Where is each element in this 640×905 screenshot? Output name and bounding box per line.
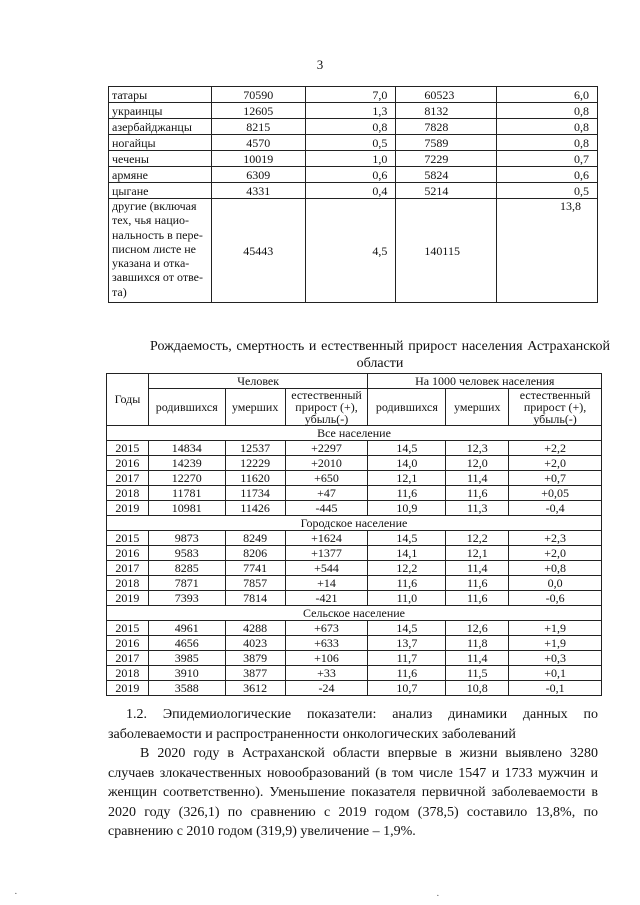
header-born: родившихся <box>148 389 225 426</box>
table-row-other <box>109 199 598 303</box>
population-2010: 70590 <box>211 87 305 103</box>
cell-year: 2015 <box>107 441 149 456</box>
nationality-name: украинцы <box>109 103 212 119</box>
section-row <box>107 516 602 531</box>
name-line: нальность в пере- <box>112 227 203 242</box>
cell-born: 10981 <box>148 501 225 516</box>
cell-born-per1000: 14,5 <box>368 531 446 546</box>
cell-died-per1000: 11,6 <box>446 576 509 591</box>
table-row <box>109 135 598 151</box>
cell-born: 4656 <box>148 636 225 651</box>
cell-growth-per1000: +1,9 <box>509 621 602 636</box>
cell-died: 3612 <box>225 681 285 696</box>
cell-born-per1000: 12,2 <box>368 561 446 576</box>
cell-died: 11620 <box>225 471 285 486</box>
cell-year: 2019 <box>107 591 149 606</box>
header-group-per1000: На 1000 человек населения <box>368 374 602 389</box>
table-row <box>109 183 598 199</box>
population-2010: 10019 <box>211 151 305 167</box>
cell-born: 4961 <box>148 621 225 636</box>
cell-growth-per1000: -0,4 <box>509 501 602 516</box>
cell-born-per1000: 12,1 <box>368 471 446 486</box>
cell-growth: +1377 <box>285 546 368 561</box>
cell-growth: +544 <box>285 561 368 576</box>
section-title: Городское население <box>107 516 602 531</box>
nationality-table <box>108 86 598 303</box>
name-line: тех, чья нацио- <box>112 213 190 228</box>
cell-growth: +33 <box>285 666 368 681</box>
cell-growth: +650 <box>285 471 368 486</box>
cell-year: 2016 <box>107 456 149 471</box>
cell-born-per1000: 11,0 <box>368 591 446 606</box>
cell-died: 11426 <box>225 501 285 516</box>
population-2010: 12605 <box>211 103 305 119</box>
cell-born-per1000: 11,6 <box>368 486 446 501</box>
population-2010: 4570 <box>211 135 305 151</box>
table-row <box>107 561 602 576</box>
cell-growth-per1000: +2,0 <box>509 456 602 471</box>
share-2010: 0,6 <box>305 167 396 183</box>
header-died: умерших <box>225 389 285 426</box>
cell-died-per1000: 11,4 <box>446 651 509 666</box>
table-row <box>107 651 602 666</box>
cell-died-per1000: 11,3 <box>446 501 509 516</box>
cell-died: 7814 <box>225 591 285 606</box>
cell-year: 2017 <box>107 471 149 486</box>
table-row <box>107 666 602 681</box>
cell-growth: +47 <box>285 486 368 501</box>
table-row <box>107 576 602 591</box>
table-row <box>107 486 602 501</box>
share-2020: 0,5 <box>497 183 598 199</box>
cell-growth: +673 <box>285 621 368 636</box>
cell-died: 12537 <box>225 441 285 456</box>
cell-born: 7871 <box>148 576 225 591</box>
header-years: Годы <box>107 374 149 426</box>
population-2010: 4331 <box>211 183 305 199</box>
name-line: писном листе не <box>112 241 197 256</box>
cell-growth-per1000: -0,1 <box>509 681 602 696</box>
share-2020: 0,8 <box>497 135 598 151</box>
population-2020: 5214 <box>396 183 497 199</box>
cell-died: 7857 <box>225 576 285 591</box>
cell-born: 14834 <box>148 441 225 456</box>
header-died-per1000: умерших <box>446 389 509 426</box>
table-row <box>107 621 602 636</box>
page-number: 3 <box>316 57 324 72</box>
cell-died-per1000: 12,3 <box>446 441 509 456</box>
cell-growth-per1000: +2,2 <box>509 441 602 456</box>
cell-growth-per1000: +0,8 <box>509 561 602 576</box>
section-title: Сельское население <box>107 606 602 621</box>
share-2010: 7,0 <box>305 87 396 103</box>
cell-died-per1000: 12,0 <box>446 456 509 471</box>
cell-died-per1000: 11,5 <box>446 666 509 681</box>
cell-growth: +2010 <box>285 456 368 471</box>
cell-growth-per1000: -0,6 <box>509 591 602 606</box>
cell-died: 4288 <box>225 621 285 636</box>
cell-born-per1000: 14,5 <box>368 441 446 456</box>
cell-growth: -445 <box>285 501 368 516</box>
cell-born-per1000: 10,7 <box>368 681 446 696</box>
section-heading: 1.2. Эпидемиологические показатели: анализ динамики данных по заболеваемости и распространенности онкологических заболеваний <box>108 707 598 742</box>
cell-born: 8285 <box>148 561 225 576</box>
table-caption: Рождаемость, смертность и естественный прирост населения Астраханской области <box>150 339 610 371</box>
cell-growth: -421 <box>285 591 368 606</box>
cell-year: 2016 <box>107 636 149 651</box>
share-2010: 4,5 <box>305 199 396 303</box>
cell-growth-per1000: +0,05 <box>509 486 602 501</box>
share-2020: 0,8 <box>497 119 598 135</box>
name-line: указана и отка- <box>112 256 190 271</box>
cell-born: 3985 <box>148 651 225 666</box>
cell-died: 3879 <box>225 651 285 666</box>
cell-year: 2017 <box>107 651 149 666</box>
cell-year: 2019 <box>107 501 149 516</box>
cell-growth: +106 <box>285 651 368 666</box>
share-2020: 0,6 <box>497 167 598 183</box>
cell-born-per1000: 11,7 <box>368 651 446 666</box>
cell-died: 8206 <box>225 546 285 561</box>
share-2010: 0,8 <box>305 119 396 135</box>
cell-born: 7393 <box>148 591 225 606</box>
cell-year: 2016 <box>107 546 149 561</box>
section-title: Все население <box>107 426 602 441</box>
cell-died-per1000: 11,4 <box>446 471 509 486</box>
section-row <box>107 426 602 441</box>
cell-died-per1000: 11,6 <box>446 486 509 501</box>
scan-mark: · <box>436 890 440 902</box>
population-2020: 8132 <box>396 103 497 119</box>
cell-born-per1000: 13,7 <box>368 636 446 651</box>
header-born-per1000: родившихся <box>368 389 446 426</box>
cell-born: 9583 <box>148 546 225 561</box>
share-2010: 1,3 <box>305 103 396 119</box>
table-row <box>107 546 602 561</box>
table-row <box>107 471 602 486</box>
section-row <box>107 606 602 621</box>
share-2010: 1,0 <box>305 151 396 167</box>
cell-died: 12229 <box>225 456 285 471</box>
cell-died-per1000: 10,8 <box>446 681 509 696</box>
cell-year: 2018 <box>107 666 149 681</box>
nationality-name: татары <box>109 87 212 103</box>
table-row <box>109 151 598 167</box>
cell-born: 11781 <box>148 486 225 501</box>
table-row <box>109 87 598 103</box>
cell-died: 4023 <box>225 636 285 651</box>
cell-died-per1000: 11,8 <box>446 636 509 651</box>
nationality-name: цыгане <box>109 183 212 199</box>
cell-growth: +2297 <box>285 441 368 456</box>
cell-born-per1000: 11,6 <box>368 576 446 591</box>
nationality-name: армяне <box>109 167 212 183</box>
population-2010: 8215 <box>211 119 305 135</box>
cell-born-per1000: 14,5 <box>368 621 446 636</box>
cell-born: 3910 <box>148 666 225 681</box>
cell-born: 9873 <box>148 531 225 546</box>
cell-growth-per1000: +2,3 <box>509 531 602 546</box>
name-line: другие (включая <box>112 199 197 213</box>
nationality-name: чечены <box>109 151 212 167</box>
cell-died: 8249 <box>225 531 285 546</box>
cell-died-per1000: 12,6 <box>446 621 509 636</box>
table-row <box>107 531 602 546</box>
scan-mark: · <box>14 888 18 900</box>
header-group-people: Человек <box>148 374 368 389</box>
share-2010: 0,5 <box>305 135 396 151</box>
share-2010: 0,4 <box>305 183 396 199</box>
cell-died: 7741 <box>225 561 285 576</box>
population-2020: 7229 <box>396 151 497 167</box>
cell-growth-per1000: +0,3 <box>509 651 602 666</box>
cell-born-per1000: 14,0 <box>368 456 446 471</box>
cell-died: 3877 <box>225 666 285 681</box>
cell-growth-per1000: +0,7 <box>509 471 602 486</box>
table-row <box>107 456 602 471</box>
population-2020: 5824 <box>396 167 497 183</box>
share-2020: 0,8 <box>497 103 598 119</box>
population-2010: 45443 <box>211 199 305 303</box>
cell-died: 11734 <box>225 486 285 501</box>
cell-born: 3588 <box>148 681 225 696</box>
header-growth: естественный прирост (+), убыль(-) <box>285 389 368 426</box>
share-2020: 13,8 <box>497 199 598 303</box>
population-2020: 7589 <box>396 135 497 151</box>
cell-growth: +1624 <box>285 531 368 546</box>
share-2020: 6,0 <box>497 87 598 103</box>
table-row <box>107 591 602 606</box>
name-line: та) <box>112 284 127 299</box>
nationality-name <box>109 199 212 303</box>
table-row <box>107 501 602 516</box>
cell-year: 2017 <box>107 561 149 576</box>
cell-growth-per1000: 0,0 <box>509 576 602 591</box>
cell-growth: +633 <box>285 636 368 651</box>
table-row <box>107 681 602 696</box>
cell-born: 12270 <box>148 471 225 486</box>
cell-year: 2015 <box>107 621 149 636</box>
table-row <box>107 441 602 456</box>
cell-born: 14239 <box>148 456 225 471</box>
population-2020: 60523 <box>396 87 497 103</box>
cell-died-per1000: 12,1 <box>446 546 509 561</box>
cell-year: 2019 <box>107 681 149 696</box>
population-2010: 6309 <box>211 167 305 183</box>
header-growth-per1000: естественный прирост (+), убыль(-) <box>509 389 602 426</box>
table-row <box>109 103 598 119</box>
birth-death-table <box>106 373 602 696</box>
population-2020: 140115 <box>396 199 497 303</box>
table-row <box>109 167 598 183</box>
cell-growth-per1000: +2,0 <box>509 546 602 561</box>
body-paragraph: В 2020 году в Астраханской области впервые в жизни выявлено 3280 случаев злокачественных новообразований (в том числе 1547 и 1733 мужчин и женщин соответственно). Уменьшение показателя первичной заболеваемости в 2020 году (326,1) по сравнению с 2019 годом (378,5) составило 13,8%, по сравнению с 2010 годом (319,9) увеличение – 1,9%. <box>108 746 598 839</box>
cell-growth: -24 <box>285 681 368 696</box>
cell-born-per1000: 10,9 <box>368 501 446 516</box>
nationality-name: азербайджанцы <box>109 119 212 135</box>
name-line: завшихся от отве- <box>112 270 203 285</box>
table-row <box>109 119 598 135</box>
nationality-name: ногайцы <box>109 135 212 151</box>
cell-year: 2015 <box>107 531 149 546</box>
cell-growth-per1000: +0,1 <box>509 666 602 681</box>
cell-growth-per1000: +1,9 <box>509 636 602 651</box>
table-row <box>107 636 602 651</box>
cell-year: 2018 <box>107 576 149 591</box>
population-2020: 7828 <box>396 119 497 135</box>
cell-born-per1000: 11,6 <box>368 666 446 681</box>
cell-died-per1000: 11,6 <box>446 591 509 606</box>
cell-died-per1000: 12,2 <box>446 531 509 546</box>
cell-growth: +14 <box>285 576 368 591</box>
cell-died-per1000: 11,4 <box>446 561 509 576</box>
cell-year: 2018 <box>107 486 149 501</box>
cell-born-per1000: 14,1 <box>368 546 446 561</box>
share-2020: 0,7 <box>497 151 598 167</box>
